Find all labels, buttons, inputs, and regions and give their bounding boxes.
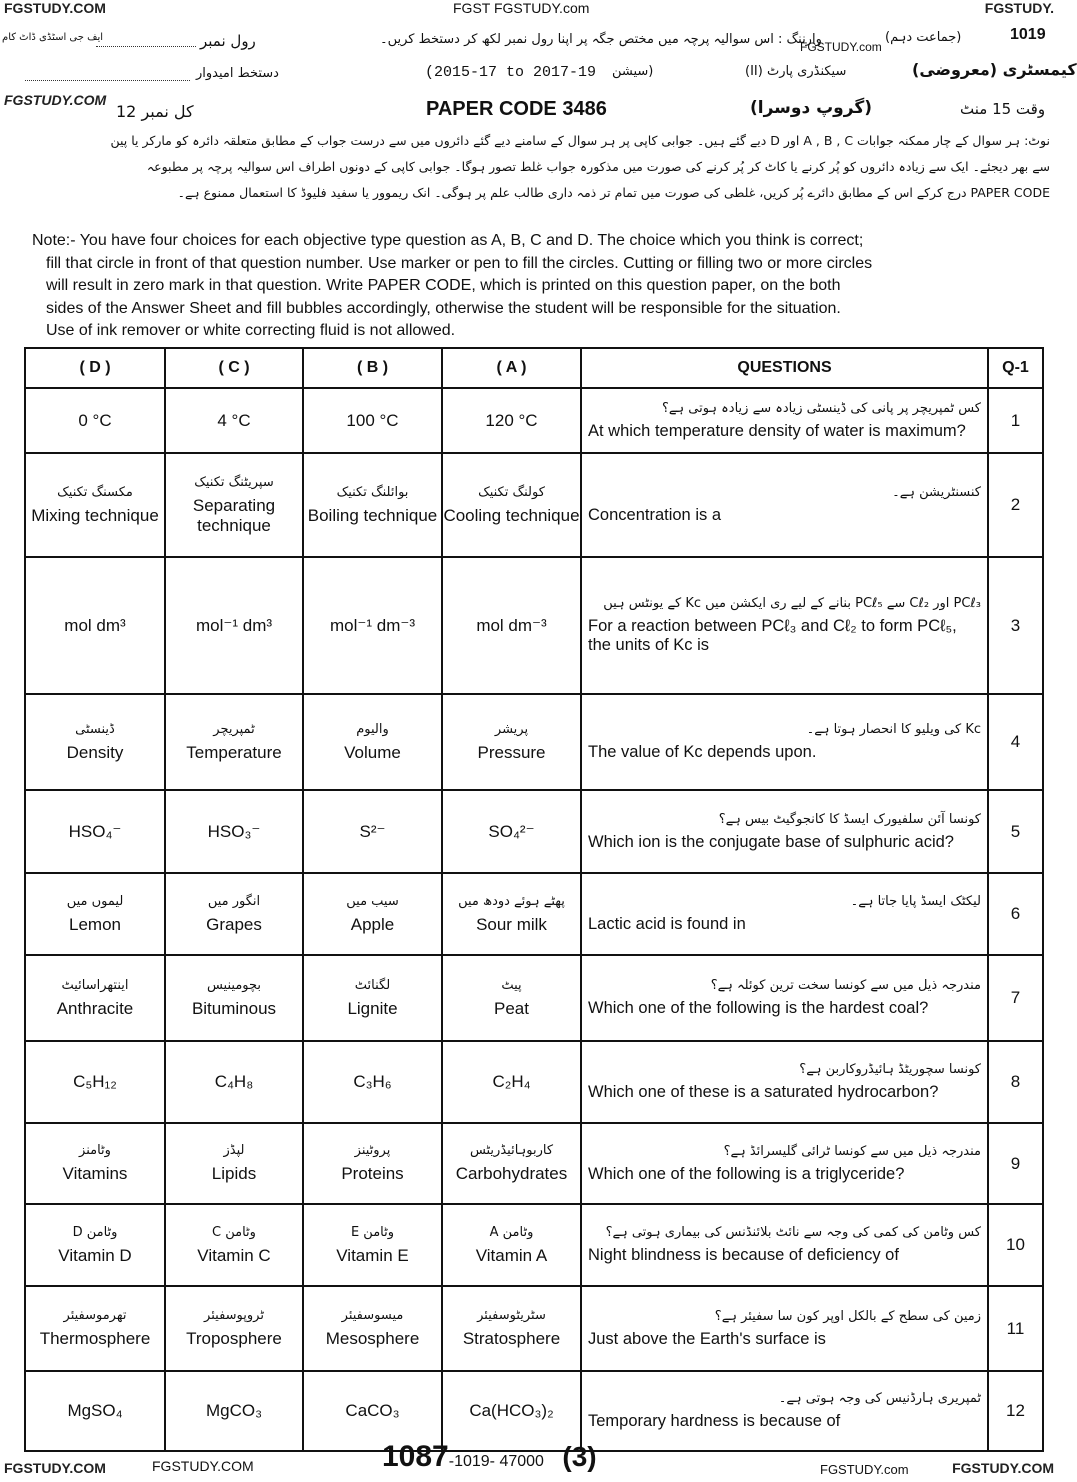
footer-watermark: FGSTUDY.COM xyxy=(952,1460,1054,1476)
option-english: mol dm⁻³ xyxy=(476,615,547,635)
question-number: 8 xyxy=(988,1041,1043,1123)
question-number: 10 xyxy=(988,1204,1043,1286)
roll-no-label: رول نمبر xyxy=(200,32,256,50)
question-english: For a reaction between PCℓ₃ and Cℓ₂ to form PCℓ₅, the units of Kc is xyxy=(588,617,957,654)
signature-label: دستخط امیدوار xyxy=(196,66,279,81)
question-urdu: کس وٹامن کی کمی کی وجہ سے نائٹ بلائنڈنس کی بیماری ہوتی ہے؟ xyxy=(605,1225,981,1240)
note-line: Use of ink remover or white correcting fluid is not allowed. xyxy=(46,322,456,339)
option-english: Carbohydrates xyxy=(455,1164,568,1183)
option-a xyxy=(442,955,581,1041)
table-row xyxy=(25,1204,1043,1286)
header-qno: Q-1 xyxy=(988,348,1043,388)
option-english: Density xyxy=(66,742,124,762)
option-english: Lipids xyxy=(211,1164,257,1183)
question-number: 7 xyxy=(988,955,1043,1041)
option-b xyxy=(303,1204,442,1286)
option-english: Mixing technique xyxy=(31,505,159,525)
question-urdu: کونسا سچوریٹڈ ہائیڈروکاربن ہے؟ xyxy=(799,1062,981,1077)
option-english: HSO₄⁻ xyxy=(68,821,122,841)
question-cell xyxy=(581,1286,988,1371)
option-urdu: مکسنگ تکنیک xyxy=(57,484,133,500)
option-english: S²⁻ xyxy=(359,821,386,841)
option-english: Sour milk xyxy=(476,914,547,934)
question-urdu: لیکٹک ایسڈ پایا جاتا ہے۔ xyxy=(850,894,981,909)
option-c xyxy=(165,1371,303,1451)
option-english: C₅H₁₂ xyxy=(73,1072,117,1091)
option-english: MgCO₃ xyxy=(205,1401,263,1420)
footer-code-big: 1087 xyxy=(382,1440,449,1473)
option-urdu: کولنگ تکنیک xyxy=(478,484,545,500)
option-urdu: پیٹ xyxy=(501,977,522,993)
option-b xyxy=(303,694,442,790)
option-a xyxy=(442,1041,581,1123)
option-english: Proteins xyxy=(341,1164,404,1183)
option-english: Ca(HCO₃)₂ xyxy=(469,1401,554,1420)
option-urdu: وٹامن C xyxy=(212,1224,256,1240)
option-english: Vitamin A xyxy=(475,1245,548,1265)
option-b xyxy=(303,873,442,955)
option-english: Mesosphere xyxy=(325,1329,420,1348)
english-note xyxy=(32,230,872,343)
header-d: ( D ) xyxy=(25,348,165,388)
option-a xyxy=(442,453,581,557)
question-number: 2 xyxy=(988,453,1043,557)
paper-number: 1019 xyxy=(1010,26,1046,43)
paper-code xyxy=(426,98,607,121)
question-cell xyxy=(581,1123,988,1204)
option-urdu: وٹامنز xyxy=(79,1143,111,1158)
table-row xyxy=(25,790,1043,873)
question-cell xyxy=(581,1204,988,1286)
note-line: نوٹ: ہر سوال کے چار ممکنہ جوابات A , B , C اور D دیے گئے ہیں۔ جوابی کاپی پر ہر سوال کے سامنے دیے گئے دائروں میں سے درست جواب کے مطابق متعلقہ دائرہ کو مارکر یا پین xyxy=(110,133,1050,148)
table-row xyxy=(25,1123,1043,1204)
footer-code xyxy=(382,1440,597,1474)
option-urdu: پروٹینز xyxy=(354,1143,391,1158)
question-cell xyxy=(581,557,988,694)
option-urdu: وٹامن E xyxy=(350,1224,395,1240)
option-english: HSO₃⁻ xyxy=(207,821,261,841)
table-row xyxy=(25,873,1043,955)
option-b xyxy=(303,1286,442,1371)
option-english: C₄H₈ xyxy=(214,1072,254,1091)
option-c xyxy=(165,1286,303,1371)
option-english: Separating technique xyxy=(192,495,276,535)
option-b xyxy=(303,1041,442,1123)
question-number: 11 xyxy=(988,1286,1043,1371)
table-row xyxy=(25,453,1043,557)
table-row xyxy=(25,1371,1043,1451)
option-english: Anthracite xyxy=(56,998,134,1018)
table-row xyxy=(25,694,1043,790)
option-a xyxy=(442,557,581,694)
footer-code-rest: -1019- 47000 xyxy=(448,1453,544,1470)
page-number: (3) xyxy=(562,1441,597,1472)
option-english: Vitamin D xyxy=(58,1245,132,1265)
urdu-site: ایف جی اسٹڈی ڈاٹ کام xyxy=(2,32,104,43)
group: (گروپ دوسرا) xyxy=(750,98,872,118)
footer-watermark: FGSTUDY.COM xyxy=(4,1460,106,1476)
question-english: Concentration is a xyxy=(588,506,721,524)
option-urdu: میسوسفیئر xyxy=(341,1308,404,1323)
option-english: mol⁻¹ dm⁻³ xyxy=(330,615,415,635)
question-english: Temporary hardness is because of xyxy=(588,1412,841,1430)
note-line: will result in zero mark in that question. Write PAPER CODE, which is printed on this question paper, on the both xyxy=(46,277,841,294)
option-a xyxy=(442,1123,581,1204)
option-urdu: اینتھراسائیٹ xyxy=(61,977,129,993)
option-english: Lignite xyxy=(347,998,398,1018)
question-english: Lactic acid is found in xyxy=(588,915,746,933)
question-english: The value of Kc depends upon. xyxy=(588,743,817,761)
option-english: Temperature xyxy=(186,742,282,762)
option-a xyxy=(442,790,581,873)
note-line: sides of the Answer Sheet and fill bubbles accordingly, otherwise the student will be responsible for the situation. xyxy=(46,299,841,317)
question-cell xyxy=(581,388,988,453)
question-urdu: ٹمپریری ہارڈنیس کی وجہ ہوتی ہے۔ xyxy=(778,1391,981,1406)
question-english: At which temperature density of water is maximum? xyxy=(588,421,966,440)
option-english: Grapes xyxy=(206,914,262,934)
question-number: 6 xyxy=(988,873,1043,955)
time: وقت 15 منٹ xyxy=(960,100,1046,118)
option-c xyxy=(165,453,303,557)
option-english: Pressure xyxy=(477,742,546,762)
option-d xyxy=(25,873,165,955)
option-b xyxy=(303,388,442,453)
option-a xyxy=(442,388,581,453)
option-c xyxy=(165,557,303,694)
option-urdu: ڈینسٹی xyxy=(75,721,115,737)
option-urdu: وٹامن A xyxy=(489,1224,534,1240)
class-label: (جماعت دہم) xyxy=(885,30,962,45)
option-english: Cooling technique xyxy=(443,505,580,525)
option-urdu: وٹامن D xyxy=(72,1224,118,1240)
option-english: Peat xyxy=(494,998,529,1018)
option-d xyxy=(25,790,165,873)
question-english: Just above the Earth's surface is xyxy=(588,1329,826,1348)
option-urdu: بوائلنگ تکنیک xyxy=(336,484,409,500)
table-row xyxy=(25,557,1043,694)
question-number: 12 xyxy=(988,1371,1043,1451)
option-english: SO₄²⁻ xyxy=(488,821,535,841)
note-line: PAPER CODE درج کرکے اس کے مطابق دائرے پُر کریں، غلطی کی صورت میں تمام تر ذمہ داری طالب علم پر ہوگی۔ انک ریموور یا سفید فلیوڈ کا استعمال ممنوع ہے۔ xyxy=(177,185,1050,200)
option-english: C₂H₄ xyxy=(492,1072,531,1091)
option-english: Thermosphere xyxy=(39,1329,151,1348)
question-urdu: PCℓ₃ اور Cℓ₂ سے PCℓ₅ بنانے کے لیے ری ایکشن میں Kc کے یونٹس ہیں xyxy=(603,596,981,611)
option-c xyxy=(165,790,303,873)
option-d xyxy=(25,1041,165,1123)
question-urdu: زمین کی سطح کے بالکل اوپر کون سا سفیئر ہے؟ xyxy=(714,1308,981,1324)
option-c xyxy=(165,955,303,1041)
option-b xyxy=(303,1123,442,1204)
part-label: سیکنڈری پارٹ (II) xyxy=(745,64,847,79)
option-urdu: تھرموسفیئر xyxy=(63,1308,127,1323)
option-a xyxy=(442,873,581,955)
option-b xyxy=(303,453,442,557)
option-urdu: بچومینیس xyxy=(206,977,262,993)
option-d xyxy=(25,1204,165,1286)
paper-code-value: 3486 xyxy=(562,98,607,120)
question-cell xyxy=(581,873,988,955)
question-cell xyxy=(581,694,988,790)
option-a xyxy=(442,1204,581,1286)
option-urdu: پریشر xyxy=(494,721,529,737)
option-urdu: سیب میں xyxy=(346,893,399,909)
option-urdu: پھٹے ہوئے دودھ میں xyxy=(458,893,565,909)
option-english: Volume xyxy=(344,742,401,762)
question-english: Which one of these is a saturated hydrocarbon? xyxy=(588,1083,939,1101)
option-c xyxy=(165,694,303,790)
option-english: 4 °C xyxy=(217,410,251,430)
header-a: ( A ) xyxy=(442,348,581,388)
option-english: Bituminous xyxy=(191,998,277,1018)
option-a xyxy=(442,694,581,790)
option-d xyxy=(25,694,165,790)
option-a xyxy=(442,1371,581,1451)
session: (2015-17 to 2017-19 xyxy=(425,64,597,81)
option-urdu: کاربوہائیڈریٹس xyxy=(469,1143,554,1158)
option-english: 100 °C xyxy=(346,410,399,430)
option-d xyxy=(25,388,165,453)
question-urdu: مندرجہ ذیل میں سے کونسا ٹرائی گلیسرائڈ ہے؟ xyxy=(723,1143,981,1159)
warning-text: وارننگ : اس سوالیہ پرچہ میں مختص جگہ پر اپنا رول نمبر لکھ کر دستخط کریں۔ xyxy=(380,32,822,47)
table-row xyxy=(25,1286,1043,1371)
question-urdu: Kc کی ویلیو کا انحصار ہوتا ہے۔ xyxy=(806,722,981,737)
option-d xyxy=(25,453,165,557)
total-marks: کل نمبر 12 xyxy=(116,102,194,121)
question-english: Night blindness is because of deficiency of xyxy=(588,1246,899,1264)
option-english: Lemon xyxy=(69,914,121,934)
watermark: FGSTUDY.COM xyxy=(4,92,107,108)
option-english: CaCO₃ xyxy=(345,1401,400,1420)
option-a xyxy=(442,1286,581,1371)
option-english: Troposphere xyxy=(186,1329,282,1348)
header-questions: QUESTIONS xyxy=(581,348,988,388)
table-row xyxy=(25,388,1043,453)
option-english: Vitamins xyxy=(62,1164,128,1183)
note-line: Note:- You have four choices for each objective type question as A, B, C and D. The choice which you think is correct; xyxy=(32,232,864,249)
roll-no-field xyxy=(96,46,196,47)
table-row xyxy=(25,1041,1043,1123)
note-line: fill that circle in front of that question number. Use marker or pen to fill the circles. Cutting or filling two or more circles xyxy=(46,254,873,272)
header-b: ( B ) xyxy=(303,348,442,388)
option-d xyxy=(25,557,165,694)
option-english: MgSO₄ xyxy=(67,1401,123,1420)
option-english: 120 °C xyxy=(485,410,538,430)
option-urdu: لگنائٹ xyxy=(354,977,391,993)
option-b xyxy=(303,1371,442,1451)
option-b xyxy=(303,557,442,694)
session-label: (سیشن xyxy=(612,64,654,79)
question-number: 9 xyxy=(988,1123,1043,1204)
header-c: ( C ) xyxy=(165,348,303,388)
option-urdu: ٹمپریچر xyxy=(213,721,255,737)
watermark: FGSTUDY.COM xyxy=(4,0,106,16)
question-urdu: کس ٹمپریچر پر پانی کی ڈینسٹی زیادہ سے زیادہ ہوتی ہے؟ xyxy=(662,400,981,416)
question-english: Which one of the following is a triglyceride? xyxy=(588,1164,905,1183)
option-english: Boiling technique xyxy=(307,505,438,525)
question-cell xyxy=(581,790,988,873)
option-urdu: سپریٹنگ تکنیک xyxy=(194,474,274,490)
question-english: Which ion is the conjugate base of sulphuric acid? xyxy=(588,832,954,851)
option-urdu: لیموں میں xyxy=(66,893,124,909)
option-urdu: سٹریٹوسفیئر xyxy=(477,1308,546,1323)
footer-watermark: FGSTUDY.COM xyxy=(152,1458,254,1474)
option-english: Stratosphere xyxy=(462,1329,561,1348)
signature-field xyxy=(25,80,190,81)
option-d xyxy=(25,1371,165,1451)
question-cell xyxy=(581,955,988,1041)
question-number: 1 xyxy=(988,388,1043,453)
option-d xyxy=(25,1286,165,1371)
option-english: Vitamin C xyxy=(197,1245,271,1265)
option-english: 0 °C xyxy=(78,410,112,430)
option-c xyxy=(165,1123,303,1204)
option-urdu: والیوم xyxy=(356,721,389,737)
option-urdu: انگور میں xyxy=(207,893,261,909)
table-header-row xyxy=(25,348,1043,388)
question-number: 4 xyxy=(988,694,1043,790)
option-c xyxy=(165,1041,303,1123)
footer-watermark: FGSTUDY.com xyxy=(820,1462,909,1477)
option-english: mol⁻¹ dm³ xyxy=(195,615,273,635)
option-urdu: ٹروپوسفیئر xyxy=(204,1308,264,1323)
option-b xyxy=(303,790,442,873)
option-urdu: لپڈز xyxy=(223,1143,245,1158)
watermark: FGSTUDY.com xyxy=(800,40,882,54)
note-line: سے بھر دیجئے۔ ایک سے زیادہ دائروں کو پُر کرنے یا کاٹ کر پُر کرنے کی صورت میں مذکورہ جواب غلط تصور ہوگا۔ جوابی کاپی کے دونوں اطراف اس سوالیہ پرچہ پر مطبوعہ xyxy=(146,159,1050,174)
mcq-table xyxy=(24,347,1044,1452)
option-d xyxy=(25,1123,165,1204)
option-c xyxy=(165,388,303,453)
subject: کیمسٹری (معروضی) xyxy=(912,60,1077,79)
option-english: C₃H₆ xyxy=(353,1072,392,1091)
question-number: 3 xyxy=(988,557,1043,694)
question-urdu: مندرجہ ذیل میں سے کونسا سخت ترین کوئلہ ہے؟ xyxy=(710,978,981,993)
question-urdu: کونسا آئن سلفیورک ایسڈ کا کانجوگیٹ بیس ہے؟ xyxy=(718,811,981,827)
question-number: 5 xyxy=(988,790,1043,873)
option-b xyxy=(303,955,442,1041)
table-row xyxy=(25,955,1043,1041)
question-urdu: کنسنٹریشن ہے۔ xyxy=(892,485,981,500)
option-c xyxy=(165,1204,303,1286)
question-cell xyxy=(581,1041,988,1123)
watermark: FGST FGSTUDY.com xyxy=(453,0,590,16)
urdu-note xyxy=(20,128,1050,206)
option-c xyxy=(165,873,303,955)
option-english: mol dm³ xyxy=(64,615,126,635)
question-english: Which one of the following is the hardest coal? xyxy=(588,999,929,1017)
option-english: Vitamin E xyxy=(336,1245,409,1265)
question-cell xyxy=(581,453,988,557)
watermark: FGSTUDY. xyxy=(984,0,1054,16)
option-d xyxy=(25,955,165,1041)
option-english: Apple xyxy=(350,914,395,934)
paper-code-label: PAPER CODE xyxy=(426,98,557,120)
question-cell xyxy=(581,1371,988,1451)
